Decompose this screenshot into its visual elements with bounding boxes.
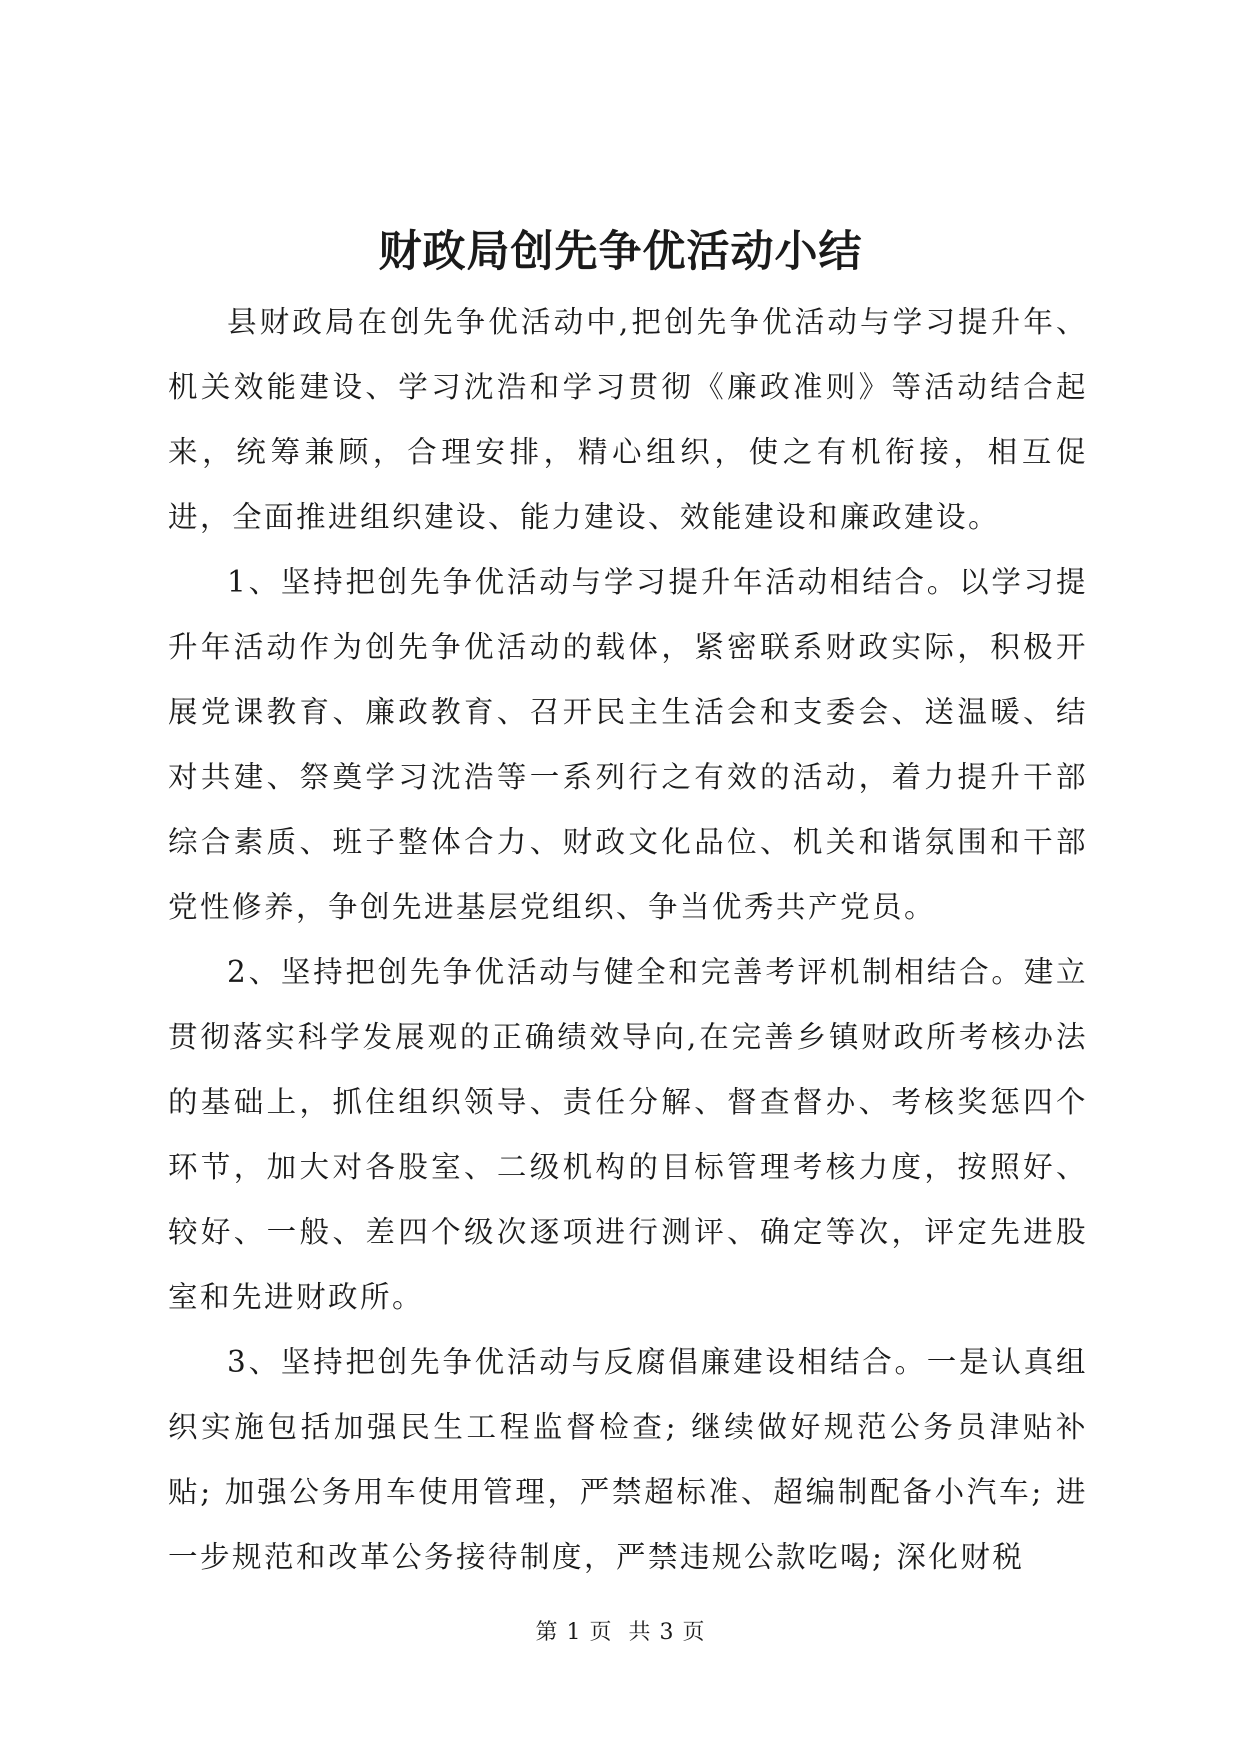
paragraph-item-2: 2、坚持把创先争优活动与健全和完善考评机制相结合。建立贯彻落实科学发展观的正确绩效导向,在完善乡镇财政所考核办法的基础上，抓住组织领导、责任分解、督查督办、考核奖惩四个环节，加大对各股室、二级机构的目标管理考核力度，按照好、较好、一般、差四个级次逐项进行测评、确定等次，评定先进股室和先进财政所。 — [168, 955, 1088, 1314]
page-total: 共 3 页 — [628, 1620, 706, 1645]
document-body — [168, 290, 1088, 1590]
page-number: 第 1 页 — [535, 1620, 613, 1645]
page-footer — [0, 1618, 1241, 1648]
paragraph-item-1: 1、坚持把创先争优活动与学习提升年活动相结合。以学习提升年活动作为创先争优活动的载体，紧密联系财政实际，积极开展党课教育、廉政教育、召开民主生活会和支委会、送温暖、结对共建、祭奠学习沈浩等一系列行之有效的活动，着力提升干部综合素质、班子整体合力、财政文化品位、机关和谐氛围和干部党性修养，争创先进基层党组织、争当优秀共产党员。 — [168, 565, 1088, 924]
paragraph-intro: 县财政局在创先争优活动中,把创先争优活动与学习提升年、机关效能建设、学习沈浩和学习贯彻《廉政准则》等活动结合起来，统筹兼顾，合理安排，精心组织，使之有机衔接，相互促进，全面推进组织建设、能力建设、效能建设和廉政建设。 — [168, 305, 1088, 534]
document-title: 财政局创先争优活动小结 — [378, 227, 863, 277]
paragraph-item-3: 3、坚持把创先争优活动与反腐倡廉建设相结合。一是认真组织实施包括加强民生工程监督检查; 继续做好规范公务员津贴补贴; 加强公务用车使用管理，严禁超标准、超编制配备小汽车; 进一步规范和改革公务接待制度，严禁违规公款吃喝; 深化财税 — [168, 1345, 1088, 1574]
